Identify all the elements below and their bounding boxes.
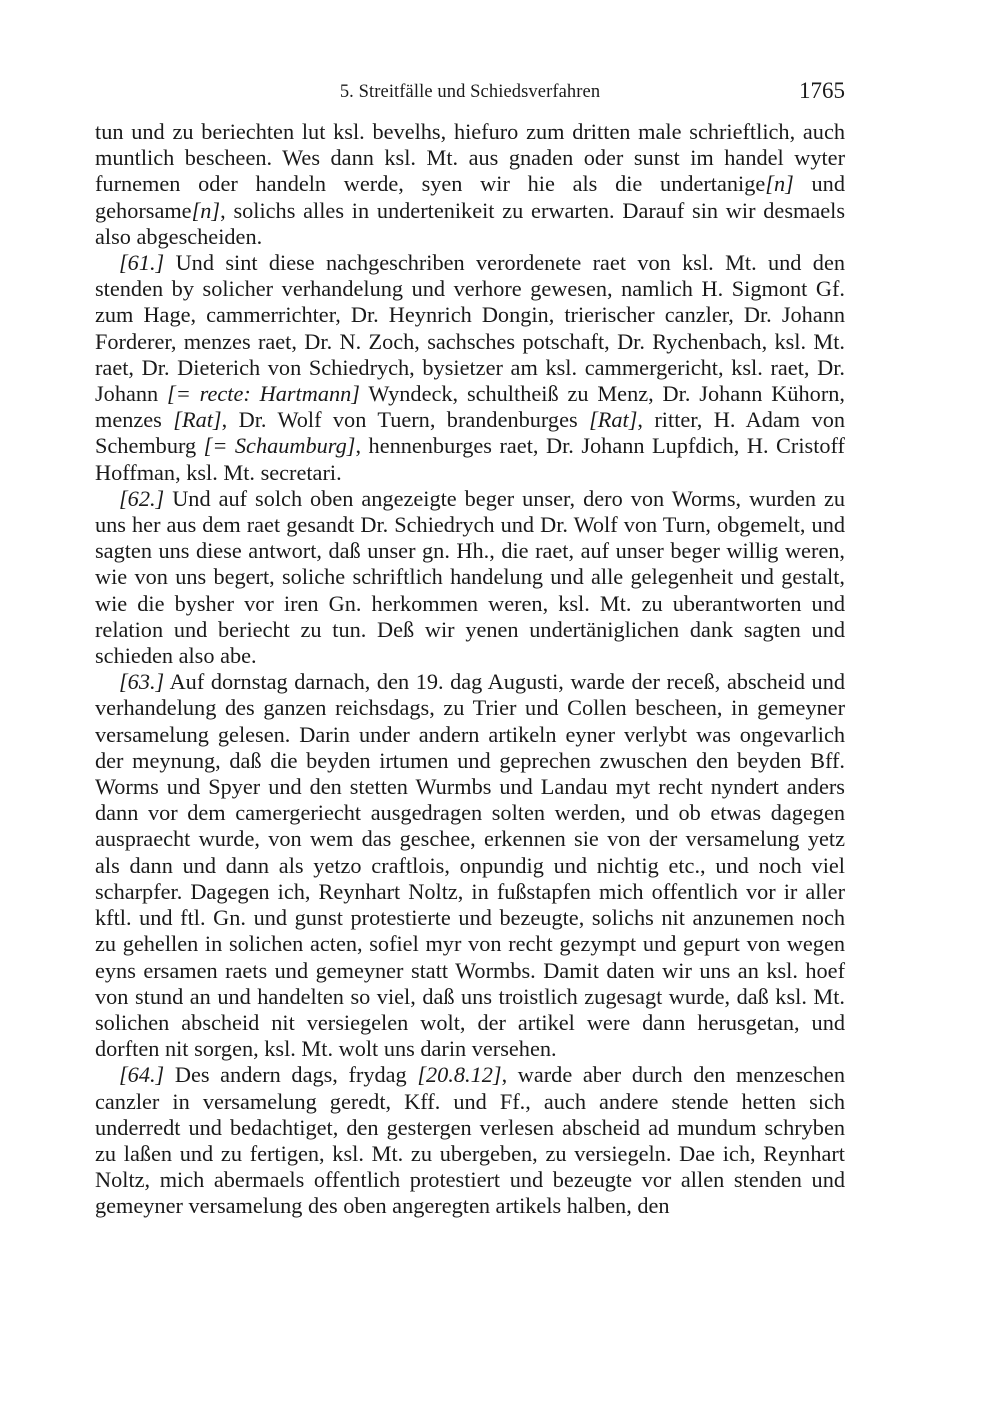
editorial-note: [= recte: Hartmann] xyxy=(167,381,360,407)
text-segment: Des andern dags, frydag xyxy=(164,1062,418,1088)
text-segment: Wyndeck, schultheiß zu Menz, Dr. Johann Kühorn, menzes xyxy=(95,381,845,433)
text-segment: , solichs alles in undertenikeit zu erwarten. Darauf sin wir desmaels also abgescheiden. xyxy=(95,197,845,249)
editorial-note: [63.] xyxy=(119,669,165,695)
paragraph-p61 xyxy=(95,250,845,486)
editorial-note: [20.8.12] xyxy=(417,1062,502,1088)
text-segment: Und sint diese nachgeschriben verordenete raet von ksl. Mt. und den stenden by solicher verhandelung und verhore gewesen, namlich H. Sigmont Gf. zum Hage, cammerrichter, Dr. Heynrich Dongin, trierischer canzler, Dr. Johann Forderer, menzes raet, Dr. N. Zoch, sachsches potschaft, Dr. Rychenbach, ksl. Mt. raet, Dr. Dieterich von Schiedrych, bysietzer am ksl. cammergericht, ksl. raet, Dr. Johann xyxy=(95,250,845,407)
editorial-note: [64.] xyxy=(119,1062,165,1088)
editorial-note: [n] xyxy=(765,171,794,197)
editorial-note: [62.] xyxy=(119,485,165,511)
text-segment: tun und zu beriechten lut ksl. bevelhs, hiefuro zum dritten male schrieftlich, auch muntlich bescheen. Wes dann ksl. Mt. aus gnaden oder sunst im handel wyter furnemen oder handeln werde, syen wir hie als die undertanige xyxy=(95,119,845,197)
text-segment: , ritter, H. Adam von Schemburg xyxy=(95,407,845,459)
editorial-note: [61.] xyxy=(119,250,165,276)
running-title: 5. Streitfälle und Schiedsverfahren xyxy=(339,82,601,102)
paragraph-p63 xyxy=(95,669,845,1062)
paragraph-p0 xyxy=(95,119,845,250)
text-segment: , warde aber durch den menzeschen canzler in versamelung geredt, Kff. und Ff., auch andere stende hetten sich underredt und bedachtiget, den gestergen verlesen abscheid ad mundum schryben zu laßen und zu fertigen, ksl. Mt. zu ubergeben, zu versiegeln. Dae ich, Reynhart Noltz, mich abermaels offentlich protestiert und bezeugte vor allen stenden und gemeyner versamelung des oben angeregten artikels halben, den xyxy=(95,1062,845,1219)
text-segment: , hennenburges raet, Dr. Johann Lupfdich, H. Cristoff Hoffman, ksl. Mt. secretari. xyxy=(95,433,845,485)
text-segment: Und auf solch oben angezeigte beger unser, dero von Worms, wurden zu uns her aus dem raet gesandt Dr. Schiedrych und Dr. Wolf von Turn, obgemelt, und sagten uns diese antwort, daß unser gn. Hh., die raet, auf unser beger willig weren, wie von uns begert, soliche schriftlich handelung und alle gelegenheit und gestalt, wie die bysher vor iren Gn. herkommen weren, ksl. Mt. zu uberantworten und relation und beriecht zu tun. Deß wir yenen undertäniglichen dank sagten und schieden also abe. xyxy=(95,485,845,669)
editorial-note: [n] xyxy=(191,197,221,223)
text-segment: und gehorsame xyxy=(95,171,845,223)
editorial-note: [= Schaumburg] xyxy=(203,433,356,459)
editorial-note: [Rat] xyxy=(589,407,638,433)
paragraph-p64 xyxy=(95,1062,845,1219)
editorial-note: [Rat] xyxy=(173,407,222,433)
paragraph-p62 xyxy=(95,486,845,669)
page-number: 1765 xyxy=(799,78,845,103)
text-segment: , Dr. Wolf von Tuern, brandenburges xyxy=(221,407,590,433)
running-head xyxy=(95,78,845,108)
text-body xyxy=(95,119,845,1220)
text-segment: Auf dornstag darnach, den 19. dag Augusti, warde der receß, abscheid und verhandelung des ganzen reichsdags, zu Trier und Collen bescheen, in gemeyner versamelung gelesen. Darin under andern artikeln eyner verlybt was ongevarlich der meynung, daß die beyden irtumen und geprechen zwuschen den beyden Bff. Worms und Spyer und den stetten Wurmbs und Landau myt recht nyndert anders dann vor dem camergeriecht ausgedragen solten werden, und ob etwas dagegen auspraecht wurde, von wem das geschee, erkennen sie von der versamelung yetz als dann und dann als yetzo craftlois, onpundig und nichtig etc., und noch viel scharpfer. Dagegen ich, Reynhart Noltz, in fußstapfen mich offentlich vor ir aller kftl. und ftl. Gn. und gunst protestierte und bezeugte, solichs nit anzunemen noch zu gehellen in solichen acten, sofiel myr von recht gezympt und gepurt von wegen eyns ersamen raets und gemeyner statt Wormbs. Damit daten wir uns an ksl. hoef von stund an und handelten so viel, daß uns troistlich zugesagt wurde, daß ksl. Mt. solichen abscheid nit versiegelen wolt, der artikel were dann herusgetan, und dorften nit sorgen, ksl. Mt. wolt uns darin versehen. xyxy=(95,669,845,1062)
